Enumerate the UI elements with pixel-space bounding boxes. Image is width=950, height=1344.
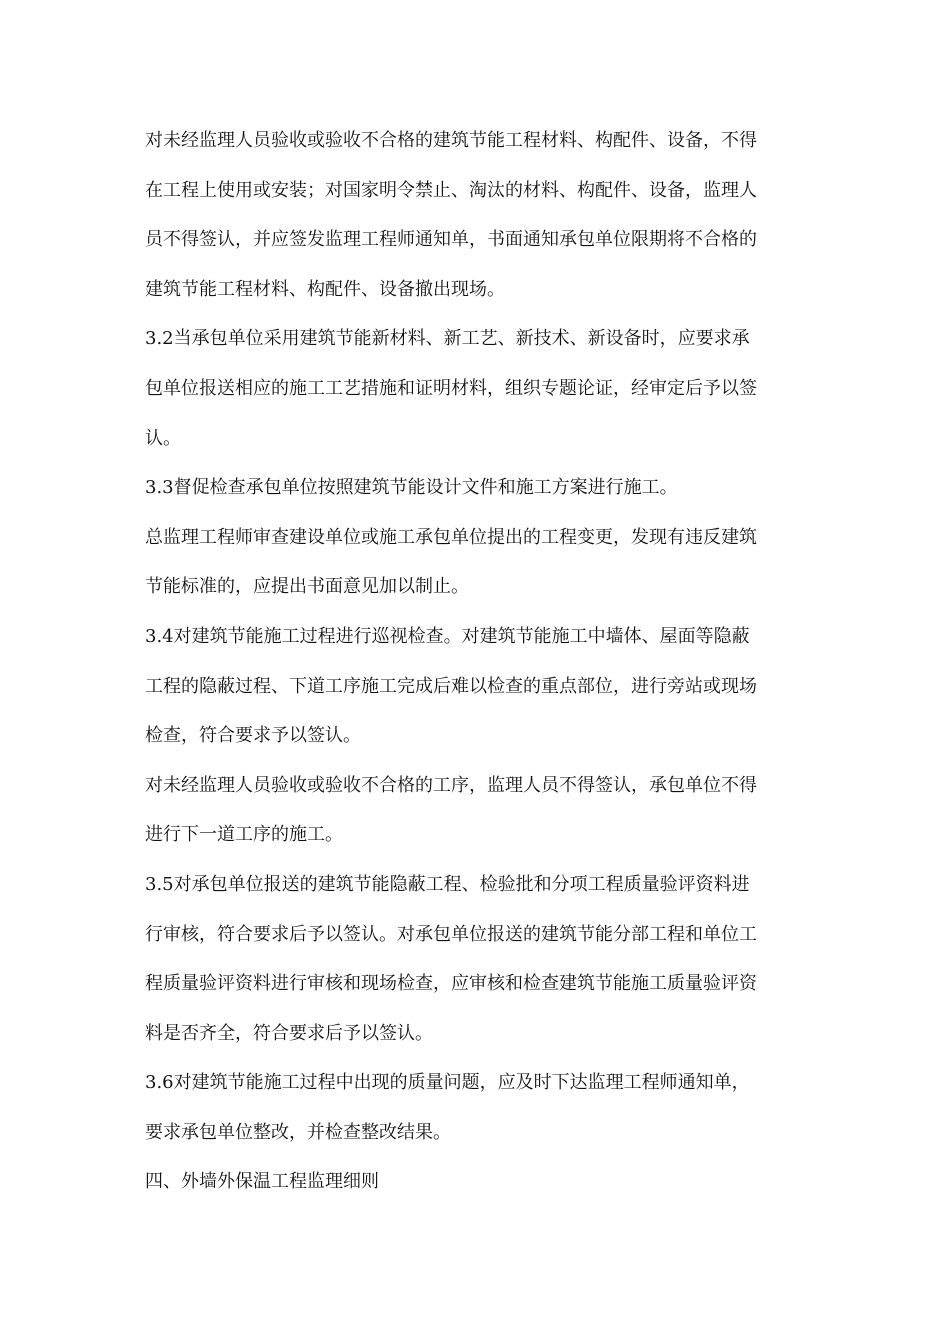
paragraph-chief-engineer-review: 总监理工程师审查建设单位或施工承包单位提出的工程变更，发现有违反建筑 节能标准的，应提出书面意见加以制止。: [145, 526, 757, 598]
section-heading-external-wall-insulation: 四、外墙外保温工程监理细则: [145, 1171, 379, 1193]
paragraph-3-5-quality-records: 3.5对承包单位报送的建筑节能隐蔽工程、检验批和分项工程质量验评资料进 行审核，符合要求后予以签认。对承包单位报送的建筑节能分部工程和单位工 程质量验评资料进行审核和现场检查，应审核和检查建筑节能施工质量验评资 料是否齐全，符合要求后予以签认。: [145, 873, 757, 1044]
paragraph-3-3-supervise-construction: 3.3督促检查承包单位按照建筑节能设计文件和施工方案进行施工。: [145, 477, 678, 499]
paragraph-3-4-patrol-inspection: 3.4对建筑节能施工过程进行巡视检查。对建筑节能施工中墙体、屋面等隐蔽 工程的隐蔽过程、下道工序施工完成后难以检查的重点部位，进行旁站或现场 检查，符合要求予以签认。: [145, 625, 757, 747]
paragraph-unaccepted-materials: 对未经监理人员验收或验收不合格的建筑节能工程材料、构配件、设备，不得 在工程上使用或安装；对国家明令禁止、淘汰的材料、构配件、设备，监理人 员不得签认，并应签发监理工程师通知单，书面通知承包单位限期将不合格的 建筑节能工程材料、构配件、设备撤出现场。: [145, 130, 757, 300]
paragraph-3-2-new-materials: 3.2当承包单位采用建筑节能新材料、新工艺、新技术、新设备时，应要求承 包单位报送相应的施工工艺措施和证明材料，组织专题论证，经审定后予以签 认。: [145, 328, 757, 449]
paragraph-3-6-quality-issues: 3.6对建筑节能施工过程中出现的质量问题，应及时下达监理工程师通知单， 要求承包单位整改，并检查整改结果。: [145, 1072, 750, 1143]
paragraph-unaccepted-process: 对未经监理人员验收或验收不合格的工序，监理人员不得签认，承包单位不得 进行下一道工序的施工。: [145, 774, 757, 846]
document-body: [145, 116, 805, 1207]
